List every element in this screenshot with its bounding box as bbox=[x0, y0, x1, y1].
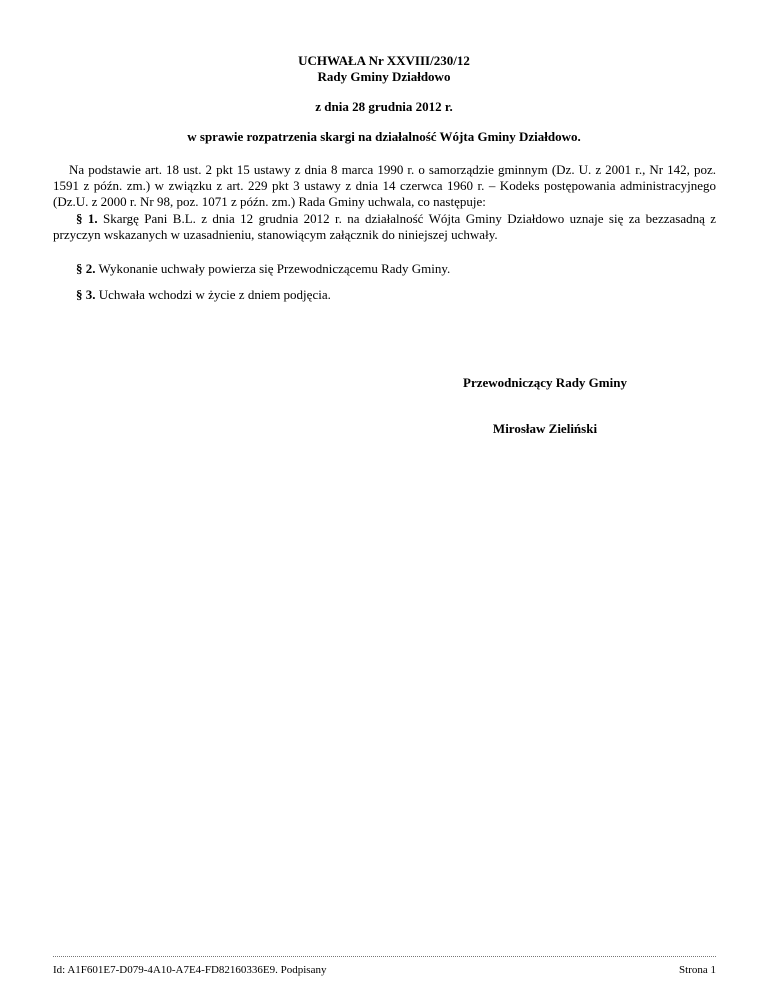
footer-divider bbox=[53, 956, 716, 957]
resolution-title: UCHWAŁA Nr XXVIII/230/12 bbox=[298, 53, 470, 68]
paragraph-1 bbox=[53, 211, 716, 243]
signatory-role: Przewodniczący Rady Gminy bbox=[463, 375, 627, 390]
page-number: Strona 1 bbox=[679, 964, 716, 976]
paragraph-3-number: § 3. bbox=[76, 287, 96, 302]
resolution-date: z dnia 28 grudnia 2012 r. bbox=[315, 99, 453, 114]
paragraph-2-text: Wykonanie uchwały powierza się Przewodniczącemu Rady Gminy. bbox=[98, 261, 451, 276]
paragraph-3-text: Uchwała wchodzi w życie z dniem podjęcia. bbox=[98, 287, 331, 302]
paragraph-1-text: Skargę Pani B.L. z dnia 12 grudnia 2012 r. na działalność Wójta Gminy Działdowo uznaje się za bezzasadną z przyczyn wskazanych w uzasadnieniu, stanowiącym załącznik do niniejszej uchwały. bbox=[53, 211, 717, 242]
paragraph-2 bbox=[53, 261, 716, 277]
paragraph-1-number: § 1. bbox=[76, 211, 98, 226]
legal-basis-preamble: Na podstawie art. 18 ust. 2 pkt 15 ustawy z dnia 8 marca 1990 r. o samorządzie gminnym (Dz. U. z 2001 r., Nr 142, poz. 1591 z późn. zm.) w związku z art. 229 pkt 3 ustawy z dnia 14 czerwca 1960 r. – Kodeks postępowania administracyjnego (Dz.U. z 2000 r. Nr 98, poz. 1071 z późn. zm.) Rada Gminy uchwala, co następuje: bbox=[53, 162, 716, 209]
document-id: Id: A1F601E7-D079-4A10-A7E4-FD82160336E9. Podpisany bbox=[53, 964, 327, 976]
signatory-name: Mirosław Zieliński bbox=[492, 421, 598, 436]
resolution-subject: w sprawie rozpatrzenia skargi na działalność Wójta Gminy Działdowo. bbox=[187, 129, 581, 144]
paragraph-3 bbox=[53, 287, 716, 303]
council-name: Rady Gminy Działdowo bbox=[317, 69, 451, 84]
paragraph-2-number: § 2. bbox=[76, 261, 96, 276]
